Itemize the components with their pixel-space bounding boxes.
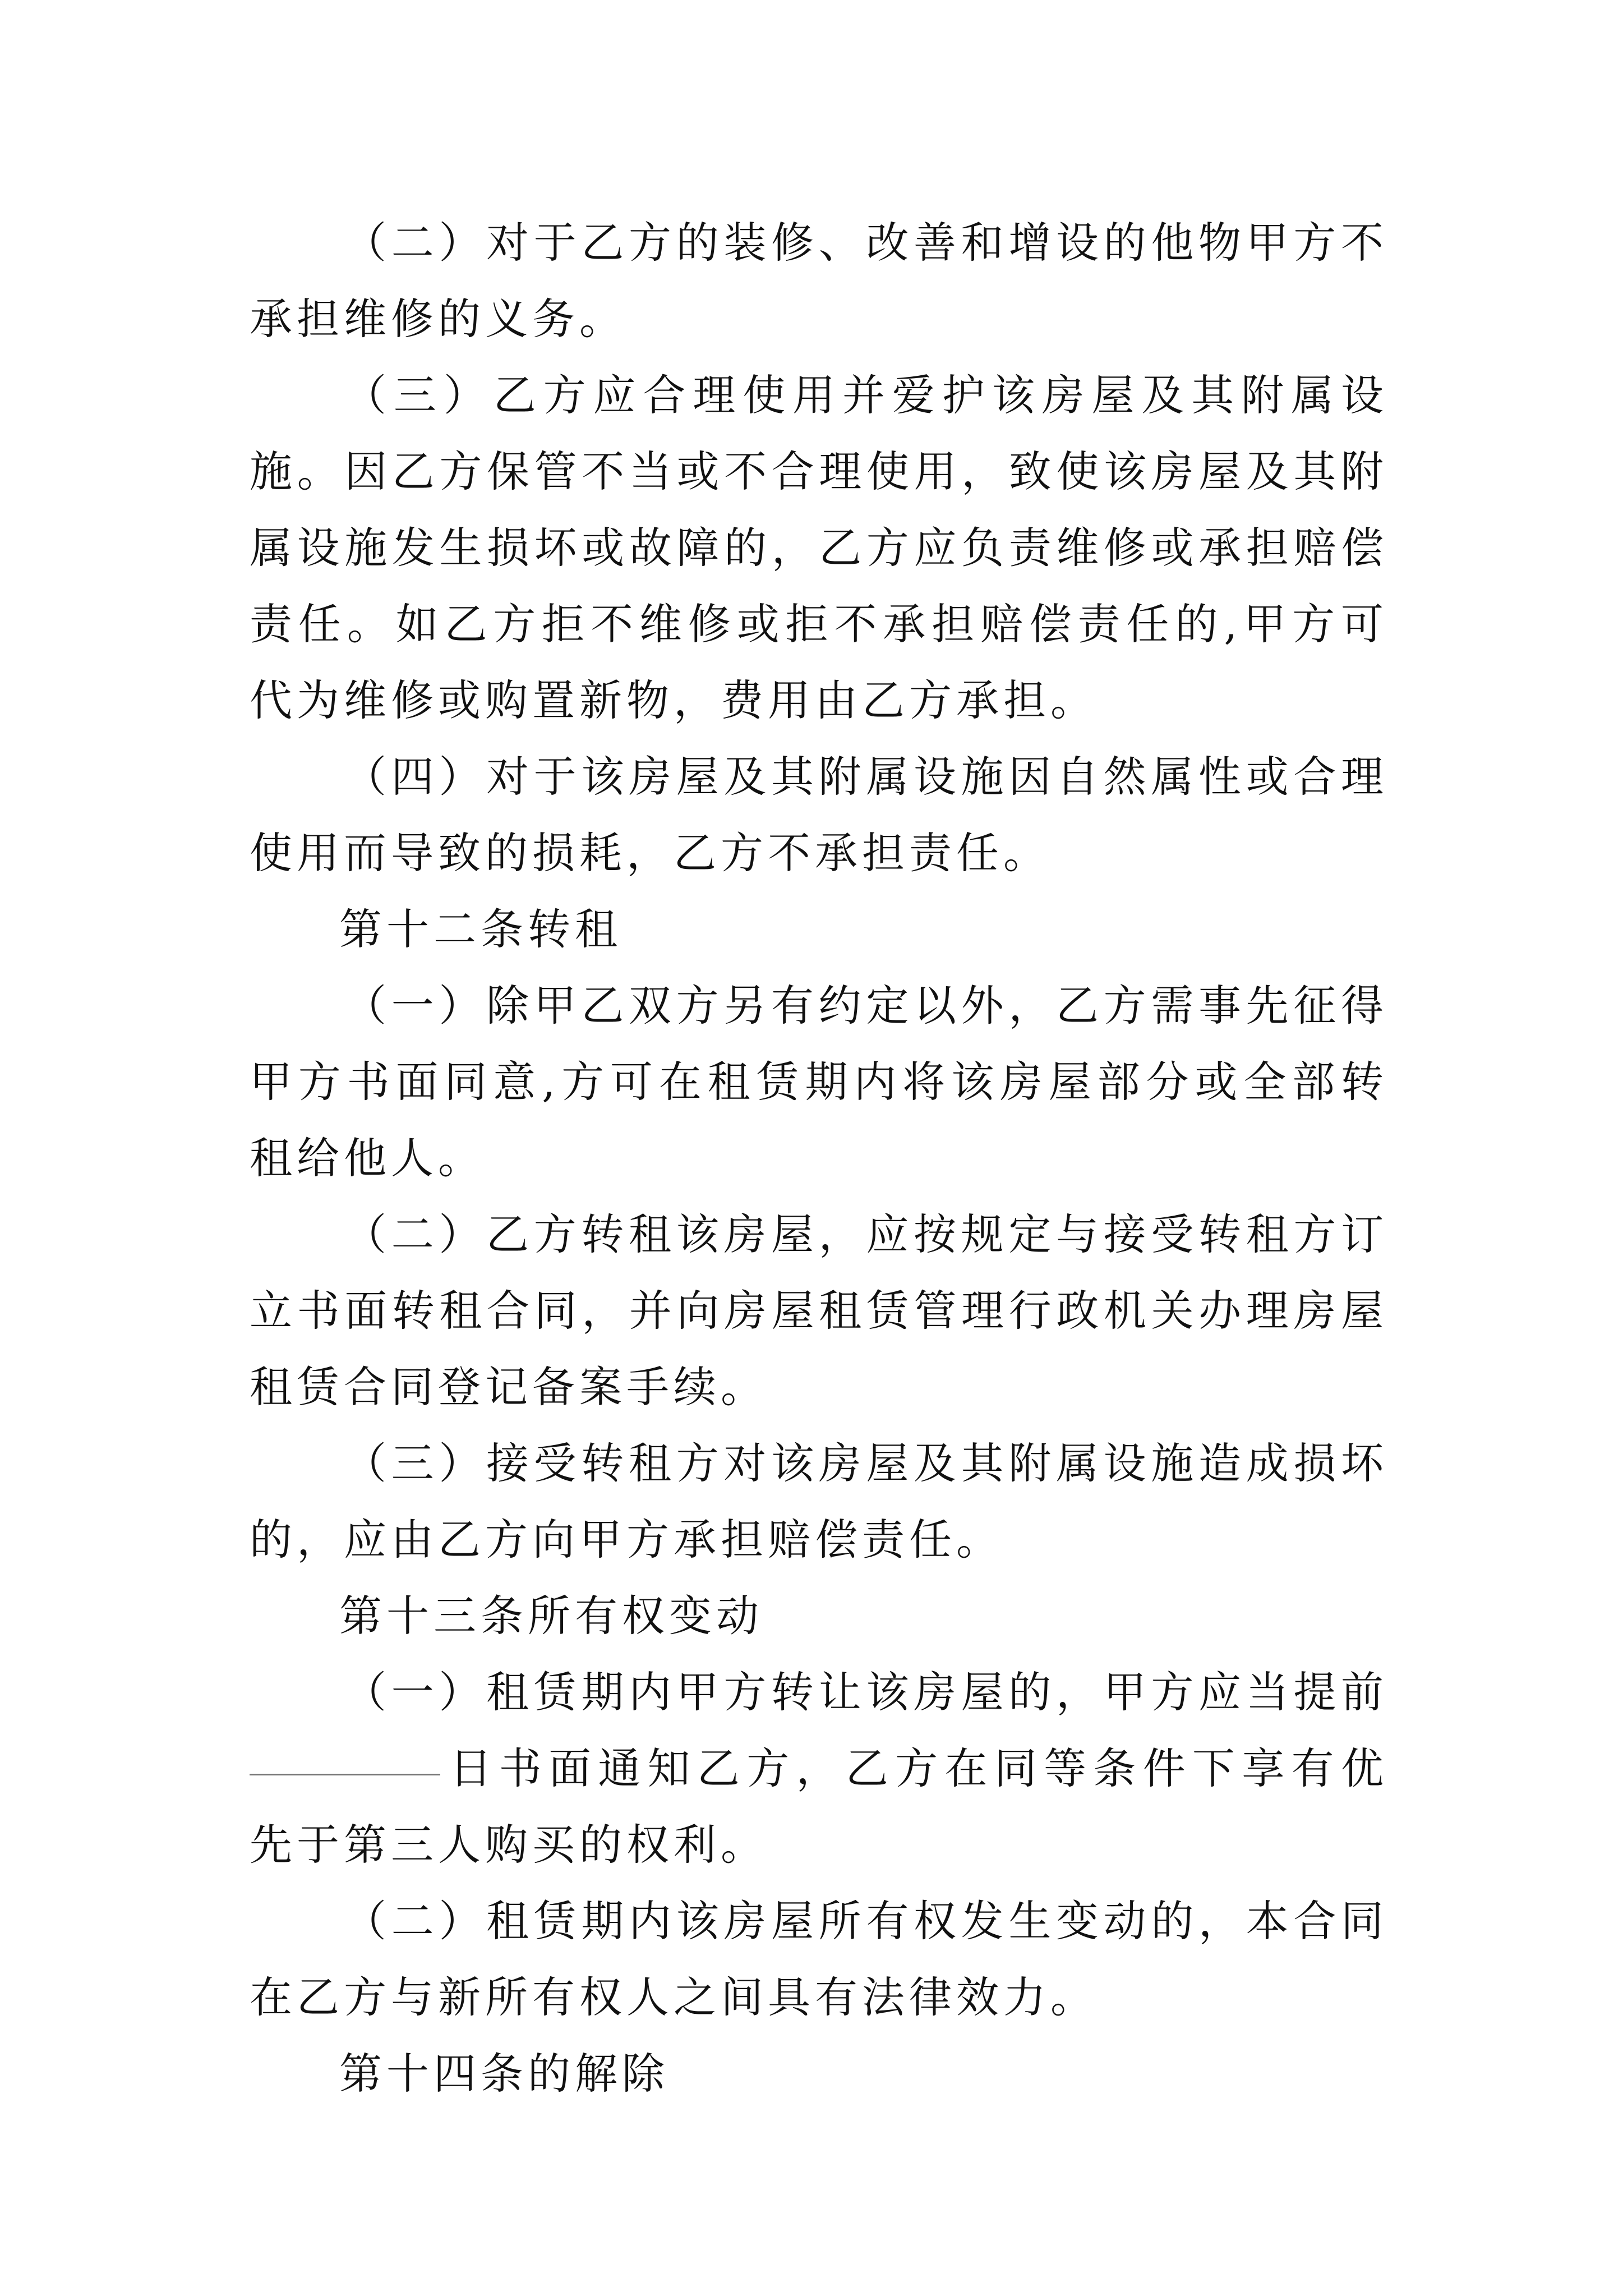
- article-14-heading: 第十四条的解除: [339, 2049, 669, 2099]
- clause-4-natural-wear: （四）对于该房屋及其附属设施因自然属性或合理使用而导致的损耗，乙方不承担责任。: [250, 752, 1388, 878]
- clause-1-ownership-transfer-lead: （一）租赁期内甲方转让该房屋的，甲方应当提前: [344, 1667, 1388, 1717]
- article-12-heading: 第十二条转租: [339, 904, 622, 954]
- clause-3-proper-use: （三）乙方应合理使用并爱护该房屋及其附属设施。因乙方保管不当或不合理使用，致使该房屋及其附属设施发生损坏或故障的，乙方应负责维修或承担赔偿责任。如乙方拒不维修或拒不承担赔偿责任的,甲方可代为维修或购置新物，费用由乙方承担。: [250, 370, 1388, 725]
- clause-2-sublease-contract: （二）乙方转租该房屋，应按规定与接受转租方订立书面转租合同，并向房屋租赁管理行政机关办理房屋租赁合同登记备案手续。: [250, 1209, 1388, 1412]
- article-13-heading: 第十三条所有权变动: [339, 1591, 763, 1641]
- document-body: [250, 205, 1388, 2112]
- clause-2-renovation-maintenance: （二）对于乙方的装修、改善和增设的他物甲方不承担维修的义务。: [250, 218, 1388, 344]
- clause-1-sublease-consent: （一）除甲乙双方另有约定以外，乙方需事先征得甲方书面同意,方可在租赁期内将该房屋部分或全部转租给他人。: [250, 981, 1388, 1183]
- clause-2-ownership-change: （二）租赁期内该房屋所有权发生变动的，本合同在乙方与新所有权人之间具有法律效力。: [250, 1896, 1388, 2022]
- clause-1-ownership-transfer-rest: 日书面通知乙方，乙方在同等条件下享有优先于第三人购买的权利。: [250, 1743, 1388, 1870]
- clause-1-ownership-transfer: [250, 1654, 1388, 1883]
- fill-in-blank-days[interactable]: [250, 1773, 440, 1775]
- clause-3-sublessee-damage: （三）接受转租方对该房屋及其附属设施造成损坏的，应由乙方向甲方承担赔偿责任。: [250, 1438, 1388, 1565]
